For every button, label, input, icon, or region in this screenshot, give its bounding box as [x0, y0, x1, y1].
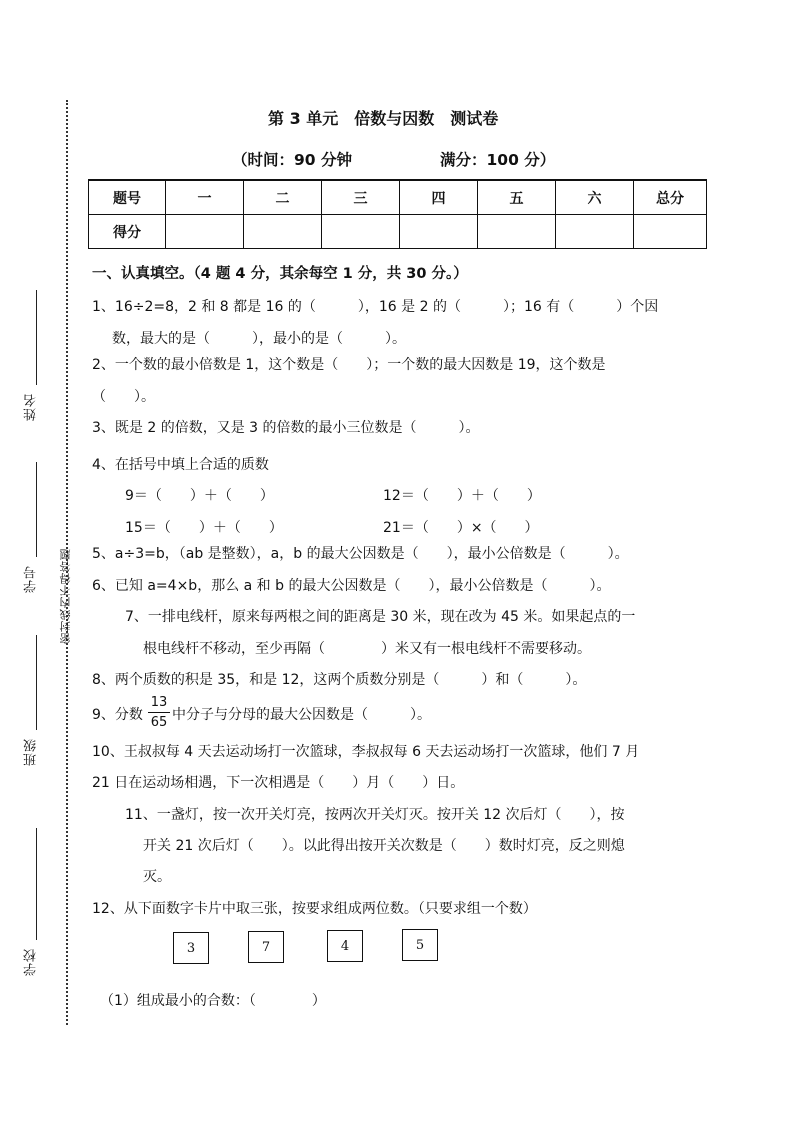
field-label-school: 学校 [24, 948, 39, 976]
score-header-cell: 一 [166, 180, 244, 215]
question-6: 6、已知 a=4×b，那么 a 和 b 的最大公因数是（ ），最小公倍数是（ ）。 [92, 578, 611, 594]
number-card: 5 [402, 929, 438, 961]
question-10-line-2: 21 日在运动场相遇，下一次相遇是（ ）月（ ）日。 [92, 775, 465, 791]
field-line-school[interactable] [36, 828, 37, 940]
question-5: 5、a÷3=b，（ab 是整数），a，b 的最大公因数是（ ），最小公倍数是（ ）。 [92, 546, 629, 562]
question-1-line-2: 数，最大的是（ ），最小的是（ ）。 [112, 331, 406, 347]
question-11-line-2: 开关 21 次后灯（ ）。以此得出按开关次数是（ ）数时灯亮，反之则熄 [143, 838, 625, 854]
field-line-student-id[interactable] [36, 462, 37, 557]
score-header-cell: 四 [400, 180, 478, 215]
score-input-cell[interactable] [244, 215, 322, 249]
number-card: 3 [173, 932, 209, 964]
fraction-bar [148, 712, 170, 713]
score-table-header-row [89, 180, 707, 215]
question-4-item-2: 12＝（ ）＋（ ） [383, 488, 541, 504]
seal-line-text: 密封线内不得答题 [59, 548, 72, 644]
question-8: 8、两个质数的积是 35，和是 12，这两个质数分别是（ ）和（ ）。 [92, 672, 587, 688]
number-card: 4 [327, 930, 363, 962]
score-input-cell[interactable] [478, 215, 556, 249]
question-12: 12、从下面数字卡片中取三张，按要求组成两位数。（只要求组一个数） [92, 901, 537, 917]
score-row-label: 得分 [89, 215, 166, 249]
question-4: 4、在括号中填上合适的质数 [92, 457, 269, 473]
field-label-student-id: 学号 [24, 565, 39, 593]
question-2-line-1: 2、一个数的最小倍数是 1，这个数是（ ）；一个数的最大因数是 19，这个数是 [92, 357, 606, 373]
page-title: 第 3 单元 倍数与因数 测试卷 [268, 109, 499, 128]
question-11-line-3: 灭。 [143, 869, 171, 885]
score-input-cell[interactable] [322, 215, 400, 249]
score-table [88, 179, 707, 249]
question-7-line-2: 根电线杆不移动，至少再隔（ ）米又有一根电线杆不需要移动。 [143, 641, 591, 657]
score-table-score-row [89, 215, 707, 249]
question-4-item-4: 21＝（ ）×（ ） [383, 520, 539, 536]
question-10-line-1: 10、王叔叔每 4 天去运动场打一次篮球，李叔叔每 6 天去运动场打一次篮球，他们 7 月 [92, 744, 640, 760]
full-score: 满分：100 分） [440, 151, 556, 169]
field-label-name: 姓名 [24, 393, 39, 421]
score-header-cell: 题号 [89, 180, 166, 215]
score-input-cell[interactable] [634, 215, 707, 249]
score-header-cell: 总分 [634, 180, 707, 215]
question-2-line-2: （ ）。 [92, 389, 155, 405]
field-line-name[interactable] [36, 290, 37, 385]
score-input-cell[interactable] [556, 215, 634, 249]
question-12-part-1: （1）组成最小的合数：（ ） [100, 993, 326, 1009]
score-input-cell[interactable] [166, 215, 244, 249]
question-4-item-3: 15＝（ ）＋（ ） [125, 520, 283, 536]
question-3: 3、既是 2 的倍数，又是 3 的倍数的最小三位数是（ ）。 [92, 420, 480, 436]
exam-time: （时间：90 分钟 [232, 151, 352, 169]
question-1-line-1: 1、16÷2=8，2 和 8 都是 16 的（ ），16 是 2 的（ ）；16 有（ ）个因 [92, 299, 659, 315]
question-9-fraction [148, 694, 170, 731]
fraction-denominator: 65 [150, 715, 168, 730]
score-header-cell: 三 [322, 180, 400, 215]
fraction-numerator: 13 [150, 695, 168, 710]
field-line-class[interactable] [36, 635, 37, 730]
question-11-line-1: 11、一盏灯，按一次开关灯亮，按两次开关灯灭。按开关 12 次后灯（ ），按 [125, 807, 625, 823]
question-9-prefix: 9、分数 [92, 707, 143, 723]
score-header-cell: 五 [478, 180, 556, 215]
number-card: 7 [248, 931, 284, 963]
question-9-suffix: 中分子与分母的最大公因数是（ ）。 [172, 707, 431, 723]
section-1-title: 一、认真填空。（4 题 4 分，其余每空 1 分，共 30 分。） [92, 266, 468, 282]
field-label-class: 班级 [24, 738, 39, 766]
score-header-cell: 六 [556, 180, 634, 215]
question-7-line-1: 7、一排电线杆，原来每两根之间的距离是 30 米，现在改为 45 米。如果起点的一 [125, 609, 636, 625]
score-input-cell[interactable] [400, 215, 478, 249]
question-4-item-1: 9＝（ ）＋（ ） [125, 488, 274, 504]
score-header-cell: 二 [244, 180, 322, 215]
